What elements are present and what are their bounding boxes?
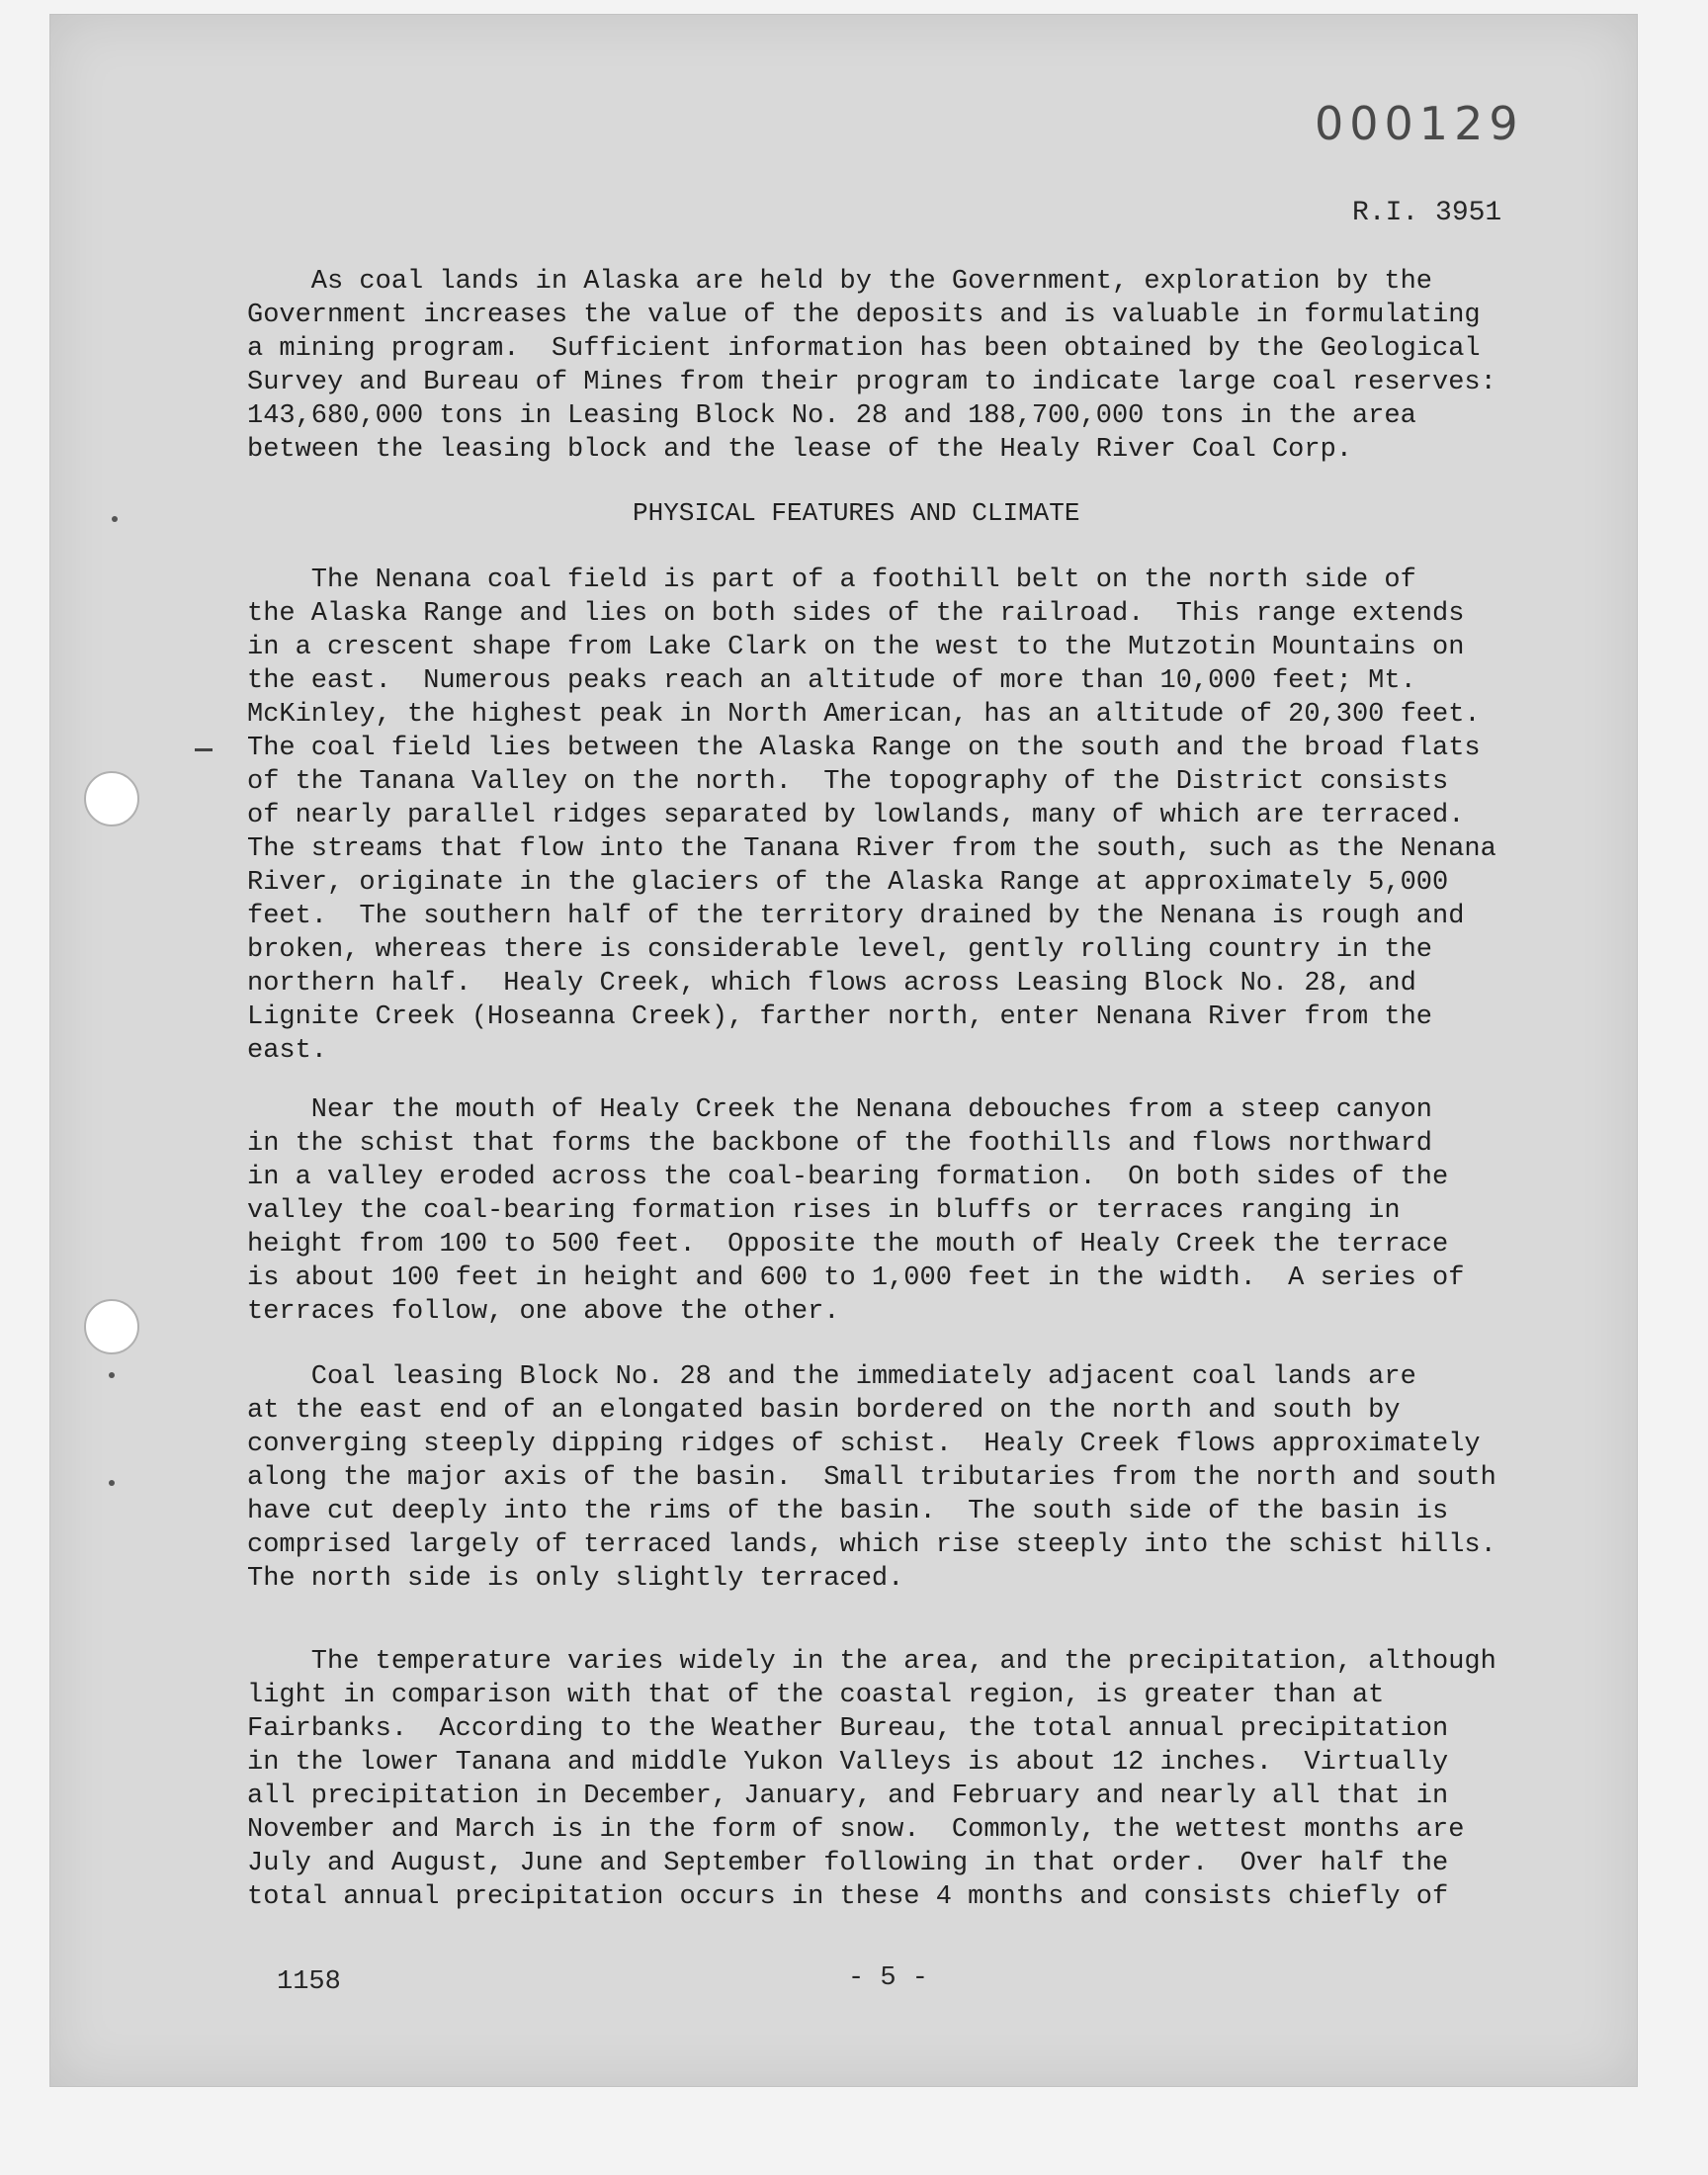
paragraph-healy-creek-mouth: Near the mouth of Healy Creek the Nenana debouches from a steep canyon in the schist that forms the backbone of the foothills and flows northward in a valley eroded across the coal-bearing formation. On both sides of the valley the coal-bearing formation rises in bluffs or terraces ranging in height from 100 to 500 feet. Opposite the mouth of Healy Creek the terrace is about 100 feet in height and 600 to 1,000 feet in the width. A series of terraces follow, one above the other. [247,1095,1465,1327]
report-id: R.I. 3951 [1352,198,1502,228]
paragraph-leasing-block: Coal leasing Block No. 28 and the immediately adjacent coal lands are at the east end of an elongated basin bordered on the north and south by converging steeply dipping ridges of schist. Healy Creek flows approximately along the major axis of the basin. Small tributaries from the north and south have cut deeply into the rims of the basin. The south side of the basin is comprised largely of terraced lands, which rise steeply into the schist hills. The north side is only slightly terraced. [247,1362,1496,1594]
footer-code: 1158 [277,1967,341,1997]
margin-mark [109,1480,115,1486]
paragraph-nenana-field: The Nenana coal field is part of a foothill belt on the north side of the Alaska Range and lies on both sides of the railroad. This range extends in a crescent shape from Lake Clark on the west to the Mutzotin Mountains on the east. Numerous peaks reach an altitude of more than 10,000 feet; Mt. McKinley, the highest peak in North American, has an altitude of 20,300 feet. The coal field lies between the Alaska Range on the south and the broad flats of the Tanana Valley on the north. The topography of the District consists of nearly parallel ridges separated by lowlands, many of which are terraced. The streams that flow into the Tanana River from the south, such as the Nenana River, originate in the glaciers of the Alaska Range at approximately 5,000 feet. The southern half of the territory drained by the Nenana is rough and broken, whereas there is considerable level, gently rolling country in the northern half. Healy Creek, which flows across Leasing Block No. 28, and Lignite Creek (Hoseanna Creek), farther north, enter Nenana River from the east. [247,566,1496,1066]
paragraph-temperature: The temperature varies widely in the area, and the precipitation, although light in comparison with that of the coastal region, is greater than at Fairbanks. According to the Weather Bureau, the total annual precipitation in the lower Tanana and middle Yukon Valleys is about 12 inches. Virtually all precipitation in December, January, and February and nearly all that in November and March is in the form of snow. Commonly, the wettest months are July and August, June and September following in that order. Over half the total annual precipitation occurs in these 4 months and consists chiefly of [247,1647,1496,1912]
punch-hole-lower [84,1299,139,1354]
section-heading: PHYSICAL FEATURES AND CLIMATE [633,498,1080,528]
punch-hole-upper [84,771,139,826]
margin-mark [112,516,118,522]
paragraph-coal-lands: As coal lands in Alaska are held by the Government, exploration by the Government increases the value of the deposits and is valuable in formulating a mining program. Sufficient information has been obtained by the Geological Survey and Bureau of Mines from their program to indicate large coal reserves: 143,680,000 tons in Leasing Block No. 28 and 188,700,000 tons in the area between the leasing block and the lease of the Healy River Coal Corp. [247,267,1496,465]
margin-mark [195,748,213,751]
document-number-stamp: 000129 [1315,97,1524,150]
margin-mark [109,1372,115,1378]
page-number: - 5 - [848,1963,929,1993]
